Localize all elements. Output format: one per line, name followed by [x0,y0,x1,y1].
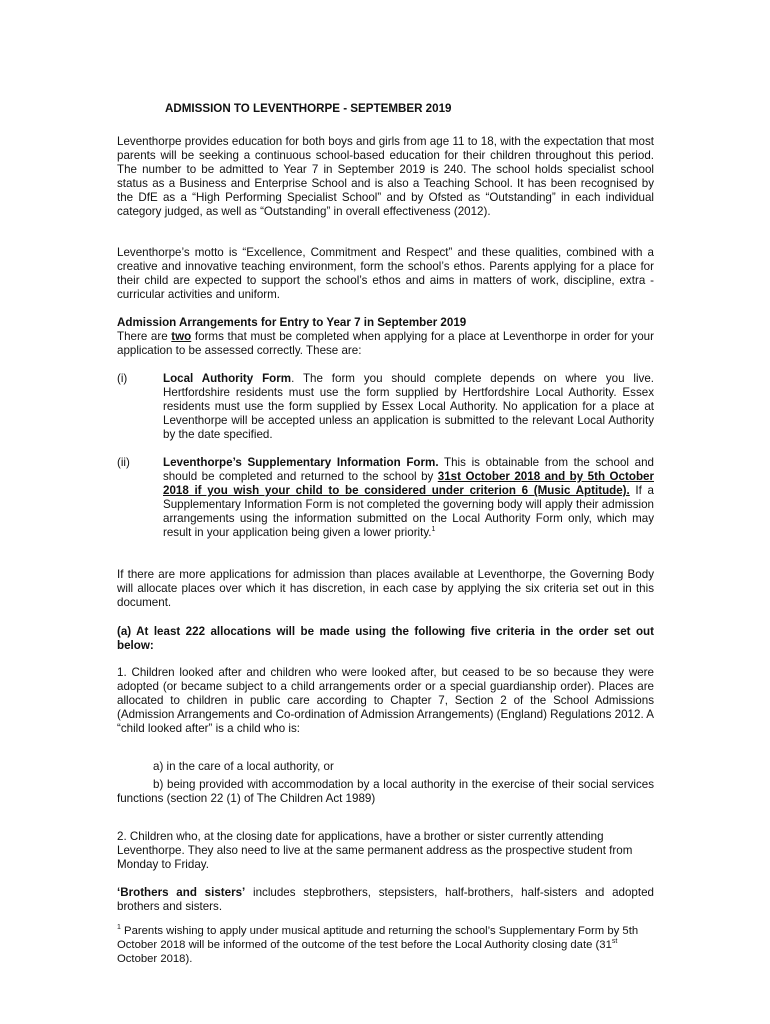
list-item-label: Leventhorpe’s Supplementary Information Form. [163,456,439,469]
deadline-emphasis: 31st October 2018 and by 5th October 2018 if you wish your child to be considered under criterion 6 (Music Aptitude). [163,470,654,497]
list-item-text: This is obtainable from the school and should be completed and returned to the school by [163,456,654,483]
footnote-superscript: st [611,938,618,946]
intro-paragraph-1: Leventhorpe provides education for both boys and girls from age 11 to 18, with the expectation that most parents will be seeking a continuous school-based education for their children throughout this period. The number to be admitted to Year 7 in September 2019 is 240. The school holds specialist school status as a Business and Enterprise School and is also a Teaching School. It has been recognised by the DfE as a “High Performing Specialist School” and by Ofsted as “Outstanding” in each individual category judged, as well as “Outstanding” in overall effectiveness (2012). [117,135,654,218]
intro-paragraph-2: Leventhorpe’s motto is “Excellence, Commitment and Respect” and these qualities, combined with a creative and innovative teaching environment, form the school’s ethos. Parents applying for a place for their child are expected to support the school’s ethos and aims in matters of work, discipline, extra - curricular activities and uniform. [117,246,654,301]
footnote [117,924,654,966]
arrangements-section [117,316,654,358]
siblings-paragraph [117,886,654,914]
siblings-term: ‘Brothers and sisters’ [117,886,246,899]
list-item-number-1: (i) [117,372,128,385]
more-applications-paragraph: If there are more applications for admission than places available at Leventhorpe, the Governing Body will allocate places over which it has discretion, in each case by applying the six criteria set out in this document. [117,568,654,609]
footnote-reference: 1 [431,526,436,534]
criterion-1-item-b: b) being provided with accommodation by a local authority in the exercise of their social services functions (section 22 (1) of The Children Act 1989) [117,778,654,805]
list-item-local-authority-form [163,372,654,442]
criterion-1-item-a: a) in the care of a local authority, or [153,760,334,773]
criterion-1-paragraph: 1. Children looked after and children who were looked after, but ceased to be so because they were adopted (or became subject to a child arrangements order or a special guardianship order). Places are allocated to children in public care according to Chapter 7, Section 2 of the School Admissions (Admission Arrangements and Co-ordination of Admission Arrangements) (England) Regulations 2012. A “child looked after” is a child who is: [117,666,654,735]
list-item-text: . The form you should complete depends on where you live. Hertfordshire residents must use the form supplied by Hertfordshire Local Authority. Essex residents must use the form supplied by Essex Local Authority. No application for a place at Leventhorpe will be accepted unless an application is submitted to the relevant Local Authority by the date specified. [163,372,654,441]
lead-emphasis: two [171,330,192,343]
siblings-text: includes stepbrothers, stepsisters, half-brothers, half-sisters and adopted brothers and sisters. [117,886,654,913]
list-item-text-end: If a Supplementary Information Form is not completed the governing body will apply their admission arrangements using the information submitted on the Local Authority Form only, which may result in your application being given a lower priority. [163,484,654,539]
criterion-2-paragraph: 2. Children who, at the closing date for applications, have a brother or sister currently attending Leventhorpe. They also need to live at the same permanent address as the prospective student from Monday to Friday. [117,830,633,871]
footnote-text-end: October 2018). [117,953,193,965]
list-item-label: Local Authority Form [163,372,292,385]
arrangements-lead [117,330,654,358]
list-item-supplementary-form [163,456,654,540]
list-item-number-2: (ii) [117,456,130,469]
lead-text-end: forms that must be completed when applying for a place at Leventhorpe in order for your application to be assessed correctly. These are: [117,330,654,357]
criteria-heading: (a) At least 222 allocations will be made using the following five criteria in the order set out below: [117,625,654,652]
arrangements-heading: Admission Arrangements for Entry to Year 7 in September 2019 [117,316,467,329]
lead-text: There are [117,330,172,343]
page-title: ADMISSION TO LEVENTHORPE - SEPTEMBER 2019 [165,102,452,115]
footnote-mark: 1 [117,924,121,932]
footnote-text: Parents wishing to apply under musical aptitude and returning the school’s Supplementary Form by 5th October 2018 will be informed of the outcome of the test before the Local Authority closing date (31 [117,925,639,951]
